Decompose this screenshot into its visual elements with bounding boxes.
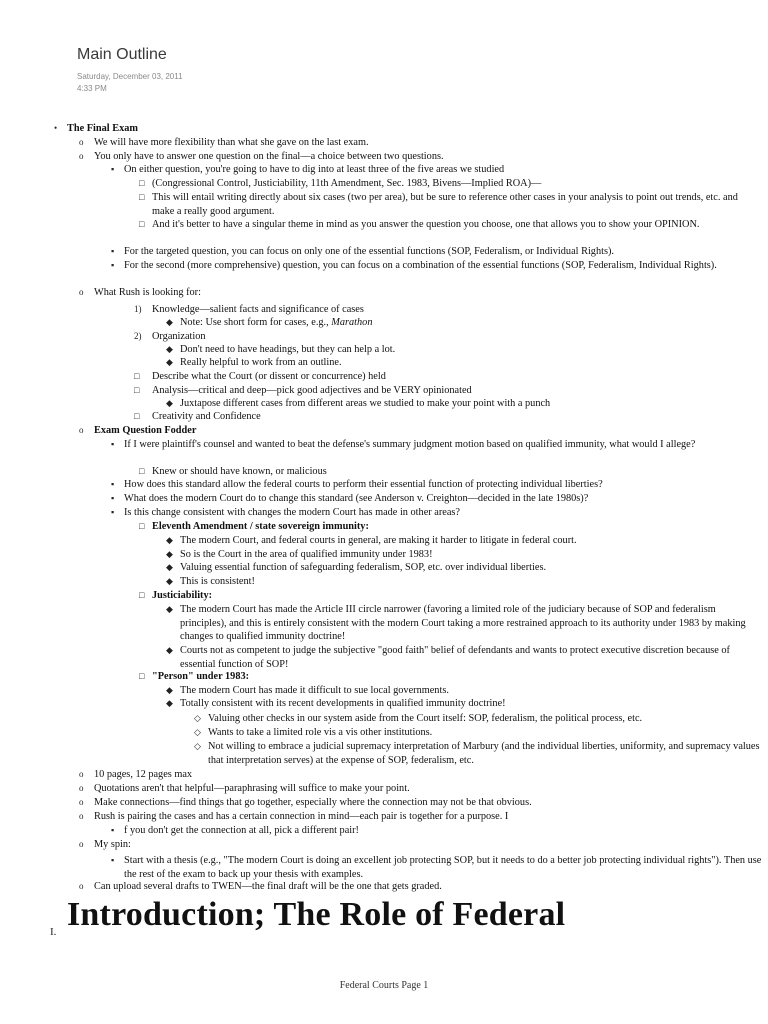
outline-marker: ▪ — [111, 439, 115, 449]
outline-item: What does the modern Court do to change this standard (see Anderson v. Creighton—decided in the late 1980s)? — [124, 493, 589, 504]
outline-item: Start with a thesis (e.g., "The modern Court is doing an excellent job protecting SOP, but it needs to do a better job protecting individual rights"). Then use the rest of the exam to back up your thesis with examples. — [124, 855, 762, 880]
outline-item: (Congressional Control, Justiciability, 11th Amendment, Sec. 1983, Bivens—Implied ROA)— — [152, 178, 542, 189]
outline-marker: ◆ — [166, 357, 173, 367]
outline-item: For the targeted question, you can focus on only one of the essential functions (SOP, Federalism, or Individual Rights). — [124, 246, 614, 257]
outline-marker: □ — [139, 590, 145, 600]
outline-marker: □ — [139, 192, 145, 202]
outline-marker: ▪ — [111, 164, 115, 174]
outline-item: Juxtapose different cases from different areas we studied to make your point with a punch — [180, 398, 551, 409]
outline-marker: o — [79, 137, 84, 147]
outline-marker: ◆ — [166, 562, 173, 572]
page-time: 4:33 PM — [77, 84, 107, 93]
outline-item: Describe what the Court (or dissent or concurrence) held — [152, 371, 386, 382]
outline-marker: ◆ — [166, 344, 173, 354]
outline-item: Courts not as competent to judge the subjective "good faith" belief of defendants and wants to protect executive discretion because of essential function of SOP! — [180, 645, 730, 670]
section-heading: Introduction; The Role of Federal — [67, 896, 566, 933]
outline-item: Totally consistent with its recent developments in qualified immunity doctrine! — [180, 698, 506, 709]
outline-item: Is this change consistent with changes the modern Court has made in other areas? — [124, 507, 460, 518]
outline-marker: ▪ — [111, 479, 115, 489]
outline-marker: ◆ — [166, 698, 173, 708]
outline-item: The Final Exam — [67, 123, 138, 134]
outline-item: Knowledge—salient facts and significance of cases — [152, 304, 364, 315]
outline-item: For the second (more comprehensive) question, you can focus on a combination of the essential functions (SOP, Federalism, Individual Rights). — [124, 260, 717, 271]
outline-marker: □ — [134, 385, 140, 395]
outline-item: Valuing other checks in our system aside from the Court itself: SOP, federalism, the political process, etc. — [208, 713, 643, 724]
outline-marker: □ — [139, 521, 145, 531]
outline-item: So is the Court in the area of qualified immunity under 1983! — [180, 549, 433, 560]
outline-item: Not willing to embrace a judicial supremacy interpretation of Marbury (and the individual liberties, uniformity, and supremacy values that interpretation serves) at the expense of SOP, federalism, etc. — [208, 741, 760, 766]
outline-item: Valuing essential function of safeguarding federalism, SOP, etc. over individual liberties. — [180, 562, 547, 573]
outline-item: On either question, you're going to have to dig into at least three of the five areas we studied — [124, 164, 505, 175]
outline-item: The modern Court has made it difficult to sue local governments. — [180, 685, 449, 696]
page-date: Saturday, December 03, 2011 — [77, 72, 183, 81]
outline-item: Rush is pairing the cases and has a certain connection in mind—each pair is together for a purpose. I — [94, 811, 509, 822]
outline-item: What Rush is looking for: — [94, 287, 201, 298]
outline-item: Organization — [152, 331, 206, 342]
outline-marker: ◆ — [166, 398, 173, 408]
outline-item: The modern Court has made the Article III circle narrower (favoring a limited role of the judiciary because of SOP and federalism principles), and this is entirely consistent with the modern Court taking a more restrained approach to its authority under 1983 by making changes to qualified immunity doctrine! — [180, 604, 746, 643]
outline-marker: o — [79, 783, 84, 793]
outline-item: Note: Use short form for cases, e.g., Marathon — [180, 317, 373, 328]
outline-item: 10 pages, 12 pages max — [94, 769, 193, 780]
outline-marker: o — [79, 839, 84, 849]
outline-marker: o — [79, 811, 84, 821]
outline-marker: ▪ — [111, 493, 115, 503]
outline-item: And it's better to have a singular theme in mind as you answer the question you choose, one that allows you to show your OPINION. — [152, 219, 700, 230]
outline-marker: ◆ — [166, 535, 173, 545]
outline-marker: ▪ — [111, 825, 115, 835]
outline-item: Really helpful to work from an outline. — [180, 357, 342, 368]
outline-marker: □ — [134, 371, 140, 381]
outline-marker: o — [79, 881, 84, 891]
page-title: Main Outline — [77, 46, 167, 63]
page-footer: Federal Courts Page 1 — [339, 980, 429, 991]
outline-marker: 2) — [134, 331, 142, 341]
outline-marker: ◇ — [194, 741, 201, 751]
outline-item: Exam Question Fodder — [94, 425, 197, 436]
outline-item: How does this standard allow the federal courts to perform their essential function of protecting individual liberties? — [124, 479, 603, 490]
outline-item: Creativity and Confidence — [152, 411, 261, 422]
outline-item: Quotations aren't that helpful—paraphrasing will suffice to make your point. — [94, 783, 410, 794]
outline-item: Wants to take a limited role vis a vis other institutions. — [208, 727, 433, 738]
outline-marker: ◇ — [194, 727, 201, 737]
outline-item: We will have more flexibility than what she gave on the last exam. — [94, 137, 369, 148]
outline-item: My spin: — [94, 839, 131, 850]
outline-marker: □ — [139, 466, 145, 476]
outline-marker: o — [79, 425, 84, 435]
outline-item: You only have to answer one question on the final—a choice between two questions. — [94, 151, 444, 162]
outline-item: This will entail writing directly about six cases (two per area), but be sure to reference other cases in your analysis to point out trends, etc. and make a really good argument. — [152, 192, 738, 217]
outline-item: Justiciability: — [152, 590, 213, 601]
outline-marker: ◆ — [166, 604, 173, 614]
outline-item: Make connections—find things that go together, especially where the connection may not be that obvious. — [94, 797, 532, 808]
outline-marker: o — [79, 797, 84, 807]
outline-item: If I were plaintiff's counsel and wanted to beat the defense's summary judgment motion based on qualified immunity, what would I allege? — [124, 439, 696, 450]
outline-item: Don't need to have headings, but they can help a lot. — [180, 344, 396, 355]
outline-marker: ▪ — [111, 855, 115, 865]
outline-item: Analysis—critical and deep—pick good adjectives and be VERY opinionated — [152, 385, 472, 396]
outline-marker: ◆ — [166, 685, 173, 695]
outline-item: The modern Court, and federal courts in general, are making it harder to litigate in federal court. — [180, 535, 577, 546]
outline-marker: □ — [139, 219, 145, 229]
outline-marker: ▪ — [111, 507, 115, 517]
case-name: Marathon — [331, 317, 373, 328]
outline-item: "Person" under 1983: — [152, 671, 250, 682]
outline-marker: ◆ — [166, 317, 173, 327]
outline-marker: 1) — [134, 304, 142, 314]
outline-item: Knew or should have known, or malicious — [152, 466, 327, 477]
outline-marker: o — [79, 769, 84, 779]
outline-marker: ◇ — [194, 713, 201, 723]
outline-item: Can upload several drafts to TWEN—the final draft will be the one that gets graded. — [94, 881, 442, 892]
outline-marker: □ — [139, 671, 145, 681]
outline-marker: o — [79, 287, 84, 297]
outline-marker: ◆ — [166, 645, 173, 655]
outline-marker: ▪ — [111, 260, 115, 270]
outline-marker: □ — [139, 178, 145, 188]
section-number: I. — [50, 926, 57, 938]
outline-marker: ▪ — [111, 246, 115, 256]
outline-marker: o — [79, 151, 84, 161]
outline-item: f you don't get the connection at all, pick a different pair! — [124, 825, 359, 836]
outline-marker: • — [54, 123, 58, 133]
outline-marker: ◆ — [166, 549, 173, 559]
outline-item: This is consistent! — [180, 576, 255, 587]
outline-marker: ◆ — [166, 576, 173, 586]
outline-item: Eleventh Amendment / state sovereign immunity: — [152, 521, 369, 532]
outline-marker: □ — [134, 411, 140, 421]
